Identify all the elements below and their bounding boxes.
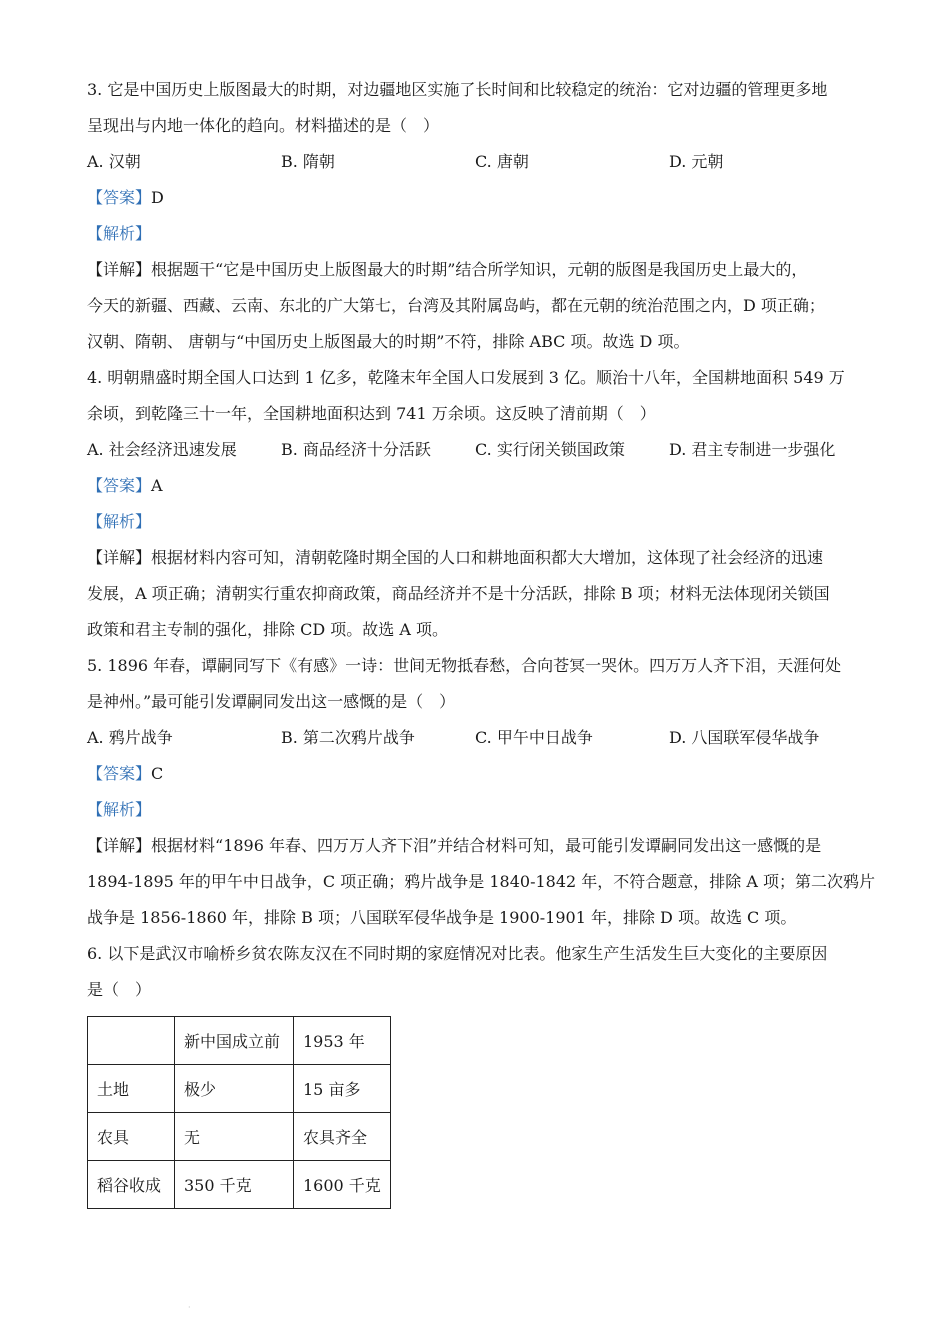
table-cell: 极少: [175, 1065, 294, 1113]
question-6: [87, 936, 867, 1209]
option-c: C. 唐朝: [475, 152, 529, 171]
detail-line: 政策和君主专制的强化，排除 CD 项。故选 A 项。: [87, 620, 448, 639]
detail-line: [87, 828, 867, 864]
answer-tag: 【答案】: [87, 764, 152, 783]
detail-line: 战争是 1856-1860 年，排除 B 项；八国联军侵华战争是 1900-1901 年，排除 D 项。故选 C 项。: [87, 908, 797, 927]
option-d: D. 元朝: [669, 152, 724, 171]
option-a: A. 鸦片战争: [87, 728, 173, 747]
question-stem-line: 4. 明朝鼎盛时期全国人口达到 1 亿多，乾隆末年全国人口发展到 3 亿。顺治十八年，全国耕地面积 549 万: [87, 368, 845, 387]
option-a: A. 社会经济迅速发展: [87, 440, 237, 459]
table-cell: 土地: [88, 1065, 175, 1113]
options-row: [87, 144, 867, 180]
question-stem-line: 5. 1896 年春，谭嗣同写下《有感》一诗：世间无物抵春愁，合向苍冥一哭休。四万万人齐下泪，天涯何处: [87, 656, 842, 675]
table-cell: [88, 1017, 175, 1065]
analysis-tag: 【解析】: [87, 224, 152, 243]
detail-tag: 【详解】: [87, 836, 152, 855]
question-4: [87, 360, 867, 648]
table-cell: 农具齐全: [294, 1113, 391, 1161]
answer-line: [87, 468, 867, 504]
detail-line: [87, 252, 867, 288]
detail-text: 根据材料“1896 年春、四万万人齐下泪”并结合材料可知，最可能引发谭嗣同发出这一感慨的是: [151, 836, 822, 855]
question-3: [87, 72, 867, 360]
table-row: [88, 1065, 391, 1113]
analysis-tag: 【解析】: [87, 800, 152, 819]
question-stem-line: 3. 它是中国历史上版图最大的时期，对边疆地区实施了长时间和比较稳定的统治：它对边疆的管理更多地: [87, 80, 828, 99]
table-header-row: [88, 1017, 391, 1065]
options-row: [87, 432, 867, 468]
option-d: D. 八国联军侵华战争: [669, 728, 820, 747]
answer-line: [87, 180, 867, 216]
table-row: [88, 1113, 391, 1161]
option-b: B. 商品经济十分活跃: [281, 440, 431, 459]
document-page: [87, 72, 876, 1209]
option-a: A. 汉朝: [87, 152, 141, 171]
question-stem-line: 6. 以下是武汉市喻桥乡贫农陈友汉在不同时期的家庭情况对比表。他家生产生活发生巨大变化的主要原因: [87, 944, 828, 963]
detail-line: [87, 540, 867, 576]
detail-text: 根据材料内容可知，清朝乾隆时期全国的人口和耕地面积都大大增加，这体现了社会经济的迅速: [151, 548, 824, 567]
table-cell: 稻谷收成: [88, 1161, 175, 1209]
detail-line: 汉朝、隋朝、 唐朝与“中国历史上版图最大的时期”不符，排除 ABC 项。故选 D 项。: [87, 332, 690, 351]
question-5: [87, 648, 876, 936]
table-cell: 1600 千克: [294, 1161, 391, 1209]
question-stem-line: 是神州。”最可能引发谭嗣同发出这一感慨的是（ ）: [87, 692, 456, 711]
option-c: C. 甲午中日战争: [475, 728, 593, 747]
footer-mark: ·: [188, 1303, 191, 1312]
answer-value: A: [151, 476, 163, 495]
question-stem-line: 呈现出与内地一体化的趋向。材料描述的是（ ）: [87, 116, 440, 135]
options-row: [87, 720, 867, 756]
detail-line: 发展，A 项正确；清朝实行重农抑商政策，商品经济并不是十分活跃，排除 B 项；材料无法体现闭关锁国: [87, 584, 830, 603]
table-cell: 无: [175, 1113, 294, 1161]
detail-line: 1894-1895 年的甲午中日战争，C 项正确；鸦片战争是 1840-1842 年，不符合题意，排除 A 项；第二次鸦片: [87, 872, 876, 891]
answer-line: [87, 756, 867, 792]
option-d: D. 君主专制进一步强化: [669, 440, 836, 459]
table-header-cell: 1953 年: [294, 1017, 391, 1065]
table-cell: 350 千克: [175, 1161, 294, 1209]
answer-value: D: [151, 188, 164, 207]
answer-tag: 【答案】: [87, 476, 152, 495]
detail-line: 今天的新疆、西藏、云南、东北的广大第七，台湾及其附属岛屿，都在元朝的统治范围之内，D 项正确；: [87, 296, 825, 315]
question-stem-line: 是（ ）: [87, 980, 152, 999]
option-c: C. 实行闭关锁国政策: [475, 440, 625, 459]
question-stem-line: 余顷，到乾隆三十一年，全国耕地面积达到 741 万余顷。这反映了清前期（ ）: [87, 404, 656, 423]
option-b: B. 隋朝: [281, 152, 335, 171]
detail-tag: 【详解】: [87, 548, 152, 567]
table-cell: 农具: [88, 1113, 175, 1161]
detail-tag: 【详解】: [87, 260, 152, 279]
comparison-table: [87, 1016, 391, 1209]
table-header-cell: 新中国成立前: [175, 1017, 294, 1065]
answer-tag: 【答案】: [87, 188, 152, 207]
table-row: [88, 1161, 391, 1209]
option-b: B. 第二次鸦片战争: [281, 728, 415, 747]
table-cell: 15 亩多: [294, 1065, 391, 1113]
answer-value: C: [151, 764, 164, 783]
detail-text: 根据题干“它是中国历史上版图最大的时期”结合所学知识，元朝的版图是我国历史上最大的，: [151, 260, 808, 279]
analysis-tag: 【解析】: [87, 512, 152, 531]
